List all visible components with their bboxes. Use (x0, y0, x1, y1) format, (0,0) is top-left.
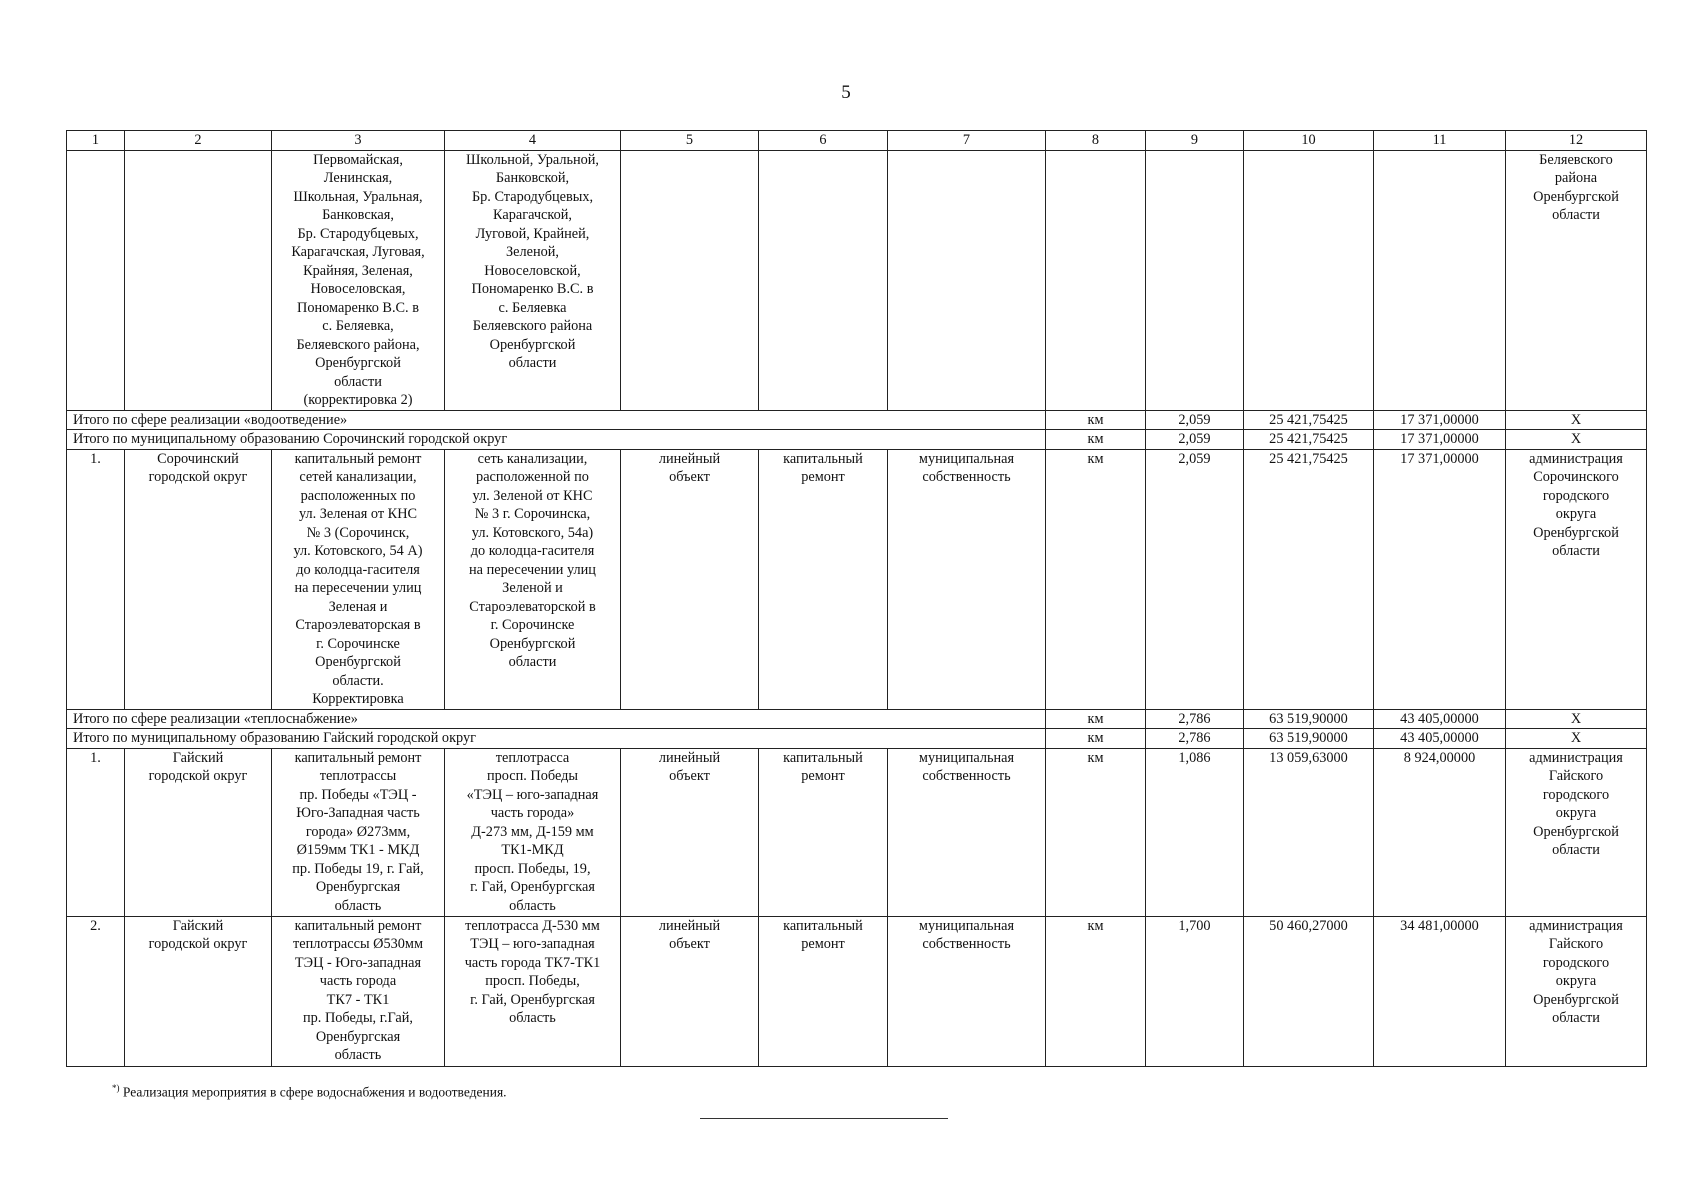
text-line: расположенной по (476, 469, 589, 485)
text-line: Банковская, (322, 207, 394, 223)
subsidy: 17 371,00000 (1374, 430, 1506, 450)
text-line: городской округ (148, 469, 248, 485)
text-line: до колодца-гасителя (470, 543, 595, 559)
text-line: Юго-Западная часть (296, 805, 420, 821)
text-line: область (509, 897, 556, 914)
text-line: Оренбургской (315, 654, 401, 670)
text-line: округа (1555, 506, 1597, 522)
text-line: пр. Победы «ТЭЦ - (299, 786, 417, 803)
text-line: собственность (922, 469, 1011, 485)
text-line: Д-273 мм, Д-159 мм (471, 823, 594, 840)
text-line: капитальный ремонт (294, 917, 422, 934)
col-header: 11 (1374, 131, 1506, 151)
text-line: ул. Котовского, 54а) (471, 524, 594, 541)
text-line: Гайский (172, 917, 224, 934)
text-line: области. (332, 672, 384, 689)
total-cost: 50 460,27000 (1244, 916, 1374, 1066)
text-line: на пересечении улиц (469, 561, 596, 578)
total-cost: 63 519,90000 (1244, 729, 1374, 749)
text-line: Банковской, (495, 170, 570, 186)
text-line: теплотрассы (319, 768, 397, 784)
footnote (112, 1083, 507, 1101)
object-description (445, 916, 621, 1066)
text-line: ремонт (801, 768, 845, 784)
text-line: Зеленой, (505, 244, 559, 260)
text-line: городского (1542, 954, 1610, 971)
col-header: 5 (621, 131, 759, 151)
text-line: пр. Победы, г.Гай, (303, 1010, 413, 1026)
object-type (621, 748, 759, 916)
text-line: Оренбургской (1533, 991, 1619, 1008)
text-line: городского (1542, 786, 1610, 803)
unit: км (1046, 430, 1146, 450)
text-line: г. Сорочинске (316, 635, 400, 652)
length: 2,059 (1146, 430, 1244, 450)
summary-row (67, 430, 1647, 450)
text-line: Оренбургской (489, 635, 576, 652)
text-line: муниципальная (918, 749, 1015, 766)
text-line: капитальный (783, 749, 863, 766)
text-line: г. Гай, Оренбургская (470, 879, 595, 895)
text-line: Бр. Стародубцевых, (297, 225, 419, 242)
text-line: до колодца-гасителя (296, 561, 420, 578)
text-line: сеть канализации, (477, 450, 588, 467)
text-line: городской округ (148, 936, 248, 952)
event-description (272, 449, 445, 709)
customer (1506, 150, 1647, 410)
text-line: теплотрассы Ø530мм (293, 936, 423, 952)
length: 2,059 (1146, 410, 1244, 430)
text-line: капитальный (783, 917, 863, 934)
text-line: теплотрасса (495, 749, 570, 766)
row-number: 1. (67, 748, 125, 916)
unit: км (1046, 449, 1146, 709)
text-line: области (1552, 543, 1600, 559)
municipality (125, 449, 272, 709)
x-mark: X (1506, 430, 1647, 450)
object-description (445, 748, 621, 916)
text-line: объект (669, 936, 710, 952)
text-line: № 3 (Сорочинск, (306, 524, 410, 541)
text-line: часть города ТК7-ТК1 (464, 954, 601, 971)
event-description (272, 150, 445, 410)
text-line: теплотрасса Д-530 мм (465, 917, 600, 934)
text-line: Гайского (1548, 768, 1604, 784)
text-line: Крайняя, Зеленая, (303, 262, 413, 279)
text-line: Луговой, Крайней, (475, 225, 590, 242)
customer (1506, 748, 1647, 916)
summary-row (67, 709, 1647, 729)
text-line: области (508, 654, 557, 670)
text-line: Оренбургская (315, 1028, 401, 1045)
text-line: округа (1555, 973, 1597, 989)
text-line: Староэлеваторской в (469, 598, 596, 615)
text-line: Школьной, Уральной, (465, 151, 600, 168)
event-description (272, 748, 445, 916)
unit: км (1046, 729, 1146, 749)
col-header: 9 (1146, 131, 1244, 151)
text-line: Новоселовская, (310, 281, 406, 297)
text-line: Зеленая и (328, 598, 388, 615)
text-line: Гайского (1548, 936, 1604, 952)
text-line: администрация (1529, 917, 1623, 934)
total-cost: 25 421,75425 (1244, 430, 1374, 450)
text-line: администрация (1529, 749, 1623, 766)
col-header: 8 (1046, 131, 1146, 151)
text-line: часть города» (490, 805, 575, 821)
object-description (445, 449, 621, 709)
total-cost: 25 421,75425 (1244, 449, 1374, 709)
customer (1506, 449, 1647, 709)
text-line: городской округ (148, 768, 248, 784)
length: 1,700 (1146, 916, 1244, 1066)
text-line: собственность (922, 768, 1011, 784)
summary-label: Итого по сфере реализации «теплоснабжение» (67, 709, 1046, 729)
text-line: капитальный ремонт (294, 749, 422, 766)
text-line: область (509, 1010, 556, 1026)
text-line: линейный (658, 450, 721, 467)
text-line: Пономаренко В.С. в (471, 281, 594, 297)
text-line: области (1552, 1010, 1600, 1026)
text-line: просп. Победы, (485, 973, 580, 989)
object-type (621, 449, 759, 709)
unit: км (1046, 410, 1146, 430)
municipality (125, 916, 272, 1066)
text-line: муниципальная (918, 917, 1015, 934)
work-type (759, 748, 888, 916)
text-line: области (334, 373, 382, 390)
text-line: городского (1542, 487, 1610, 504)
summary-label: Итого по муниципальному образованию Гайский городской округ (67, 729, 1046, 749)
summary-row (67, 410, 1647, 430)
text-line: Сорочинский (157, 450, 239, 467)
unit: км (1046, 748, 1146, 916)
text-line: с. Беляевка, (322, 318, 394, 334)
text-line: ТК7 - ТК1 (326, 991, 390, 1008)
text-line: (корректировка 2) (303, 392, 413, 408)
table-row (67, 449, 1647, 709)
footnote-text: Реализация мероприятия в сфере водоснабжения и водоотведения. (119, 1084, 507, 1100)
text-line: ремонт (801, 469, 845, 485)
text-line: Ленинская, (323, 170, 393, 186)
text-line: ТК1-МКД (501, 842, 564, 858)
column-number-row (67, 131, 1647, 151)
text-line: Беляевского (1539, 151, 1613, 168)
text-line: Школьная, Уральная, (293, 188, 423, 205)
length: 2,059 (1146, 449, 1244, 709)
col-header: 12 (1506, 131, 1647, 151)
col-header: 7 (888, 131, 1046, 151)
x-mark: X (1506, 729, 1647, 749)
text-line: Сорочинского (1533, 469, 1619, 485)
col-header: 10 (1244, 131, 1374, 151)
unit: км (1046, 916, 1146, 1066)
text-line: города» Ø273мм, (305, 823, 411, 840)
subsidy: 43 405,00000 (1374, 709, 1506, 729)
x-mark: X (1506, 410, 1647, 430)
text-line: Оренбургской (489, 336, 576, 353)
total-cost: 25 421,75425 (1244, 410, 1374, 430)
text-line: администрация (1529, 450, 1623, 467)
customer (1506, 916, 1647, 1066)
text-line: Гайский (172, 749, 224, 766)
text-line: объект (669, 768, 710, 784)
text-line: муниципальная (918, 450, 1015, 467)
summary-row (67, 729, 1647, 749)
length: 2,786 (1146, 709, 1244, 729)
text-line: Новоселовской, (484, 262, 581, 279)
text-line: ТЭЦ – юго-западная (470, 936, 595, 952)
work-type (759, 449, 888, 709)
text-line: просп. Победы, 19, (474, 860, 591, 877)
text-line: ул. Зеленой от КНС (472, 487, 593, 504)
col-header: 4 (445, 131, 621, 151)
text-line: ремонт (801, 936, 845, 952)
text-line: с. Беляевка (498, 299, 567, 316)
text-line: просп. Победы (486, 768, 579, 784)
ownership (888, 748, 1046, 916)
text-line: Первомайская, (313, 151, 403, 168)
text-line: ул. Зеленая от КНС (298, 506, 418, 522)
text-line: Зеленой и (502, 580, 563, 596)
text-line: расположенных по (300, 487, 416, 504)
x-mark: X (1506, 709, 1647, 729)
text-line: область (334, 897, 382, 914)
summary-label: Итого по сфере реализации «водоотведение» (67, 410, 1046, 430)
text-line: Оренбургской (315, 355, 401, 371)
text-line: Беляевского района (472, 318, 593, 334)
event-description (272, 916, 445, 1066)
text-line: области (1552, 207, 1600, 223)
subsidy: 17 371,00000 (1374, 410, 1506, 430)
row-number: 2. (67, 916, 125, 1066)
text-line: района (1554, 170, 1598, 186)
text-line: капитальный (783, 450, 863, 467)
text-line: часть города (319, 973, 397, 989)
text-line: пр. Победы 19, г. Гай, (292, 860, 424, 877)
length: 2,786 (1146, 729, 1244, 749)
text-line: Беляевского района, (296, 336, 420, 353)
text-line: № 3 г. Сорочинска, (474, 506, 591, 522)
text-line: Бр. Стародубцевых, (471, 188, 594, 205)
footnote-mark: *) (112, 1083, 120, 1093)
text-line: Оренбургской (1533, 524, 1619, 541)
text-line: ул. Котовского, 54 А) (293, 543, 423, 559)
text-line: округа (1555, 805, 1597, 821)
subsidy: 17 371,00000 (1374, 449, 1506, 709)
text-line: г. Гай, Оренбургская (470, 991, 595, 1008)
col-header: 6 (759, 131, 888, 151)
text-line: «ТЭЦ – юго-западная (466, 786, 599, 803)
text-line: ТЭЦ - Юго-западная (294, 954, 422, 971)
text-line: Пономаренко В.С. в (297, 299, 419, 316)
total-cost: 63 519,90000 (1244, 709, 1374, 729)
text-line: Староэлеваторская в (295, 617, 421, 633)
page-number: 5 (841, 82, 851, 103)
text-line: Ø159мм ТК1 - МКД (296, 842, 420, 858)
object-type (621, 916, 759, 1066)
col-header: 2 (125, 131, 272, 151)
text-line: г. Сорочинске (490, 617, 575, 633)
table-row (67, 150, 1647, 410)
text-line: Корректировка (312, 691, 404, 707)
ownership (888, 916, 1046, 1066)
text-line: Карагачской, (493, 207, 572, 223)
col-header: 3 (272, 131, 445, 151)
text-line: капитальный ремонт (294, 450, 422, 467)
row-number: 1. (67, 449, 125, 709)
subsidy: 43 405,00000 (1374, 729, 1506, 749)
work-type (759, 916, 888, 1066)
table-row (67, 916, 1647, 1066)
text-line: собственность (922, 936, 1011, 952)
text-line: Оренбургской (1533, 823, 1619, 840)
unit: км (1046, 709, 1146, 729)
text-line: области (508, 355, 557, 371)
length: 1,086 (1146, 748, 1244, 916)
summary-label: Итого по муниципальному образованию Сорочинский городской округ (67, 430, 1046, 450)
text-line: линейный (658, 917, 721, 934)
text-line: Оренбургская (315, 879, 401, 895)
table-row (67, 748, 1647, 916)
text-line: области (1552, 842, 1600, 858)
total-cost: 13 059,63000 (1244, 748, 1374, 916)
ownership (888, 449, 1046, 709)
text-line: Карагачская, Луговая, (291, 244, 425, 260)
text-line: на пересечении улиц (294, 580, 422, 596)
subsidy: 34 481,00000 (1374, 916, 1506, 1066)
text-line: линейный (658, 749, 721, 766)
investment-table (66, 130, 1647, 1067)
text-line: объект (669, 469, 710, 485)
subsidy: 8 924,00000 (1374, 748, 1506, 916)
municipality (125, 748, 272, 916)
text-line: сетей канализации, (299, 469, 417, 485)
text-line: область (334, 1047, 382, 1063)
col-header: 1 (67, 131, 125, 151)
closing-rule (700, 1118, 948, 1119)
object-description (445, 150, 621, 410)
text-line: Оренбургской (1533, 188, 1619, 205)
